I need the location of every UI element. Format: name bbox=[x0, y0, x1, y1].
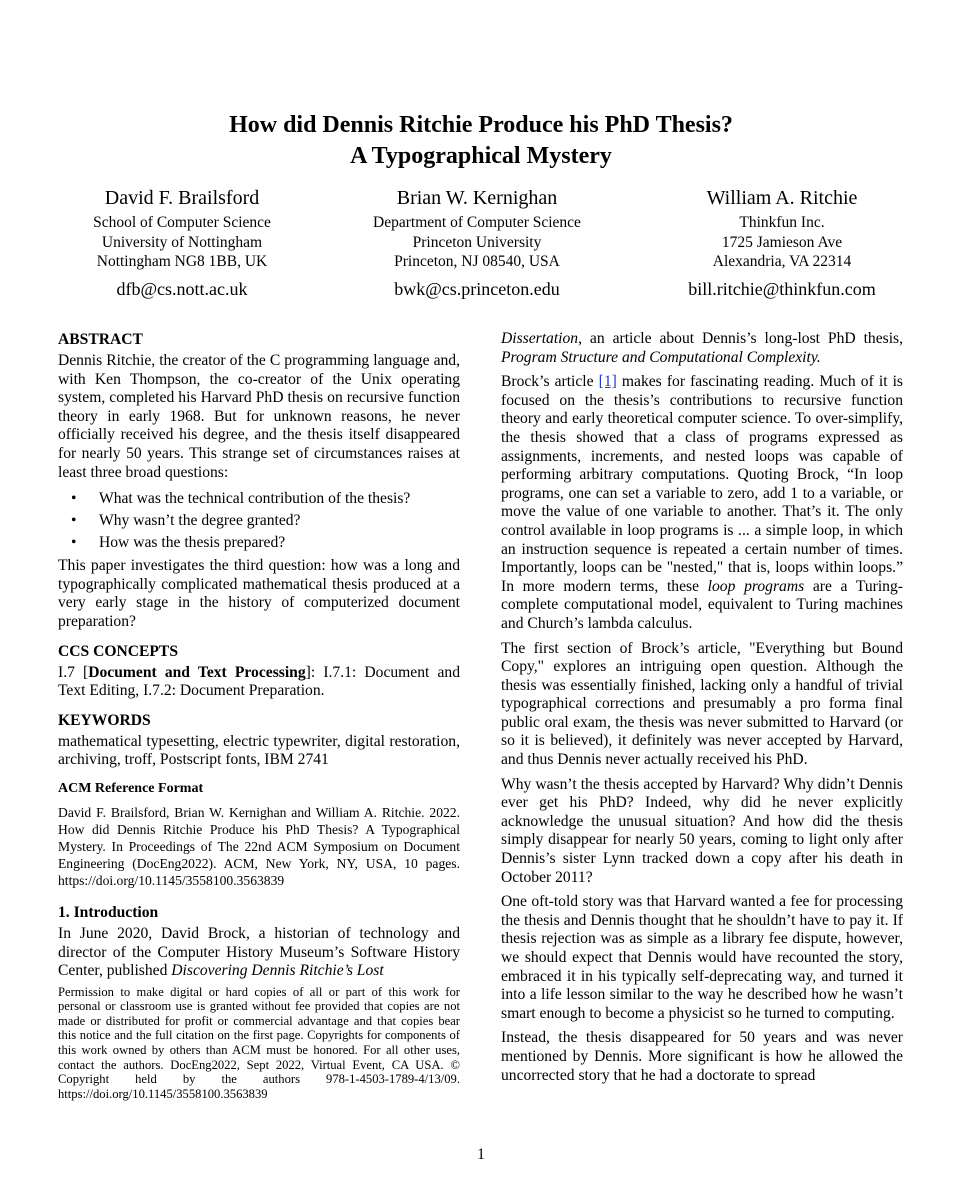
title-line-1: How did Dennis Ritchie Produce his PhD Thesis? bbox=[229, 112, 733, 138]
intro-paragraph bbox=[58, 925, 460, 981]
left-column bbox=[58, 330, 460, 1101]
author-email: bwk@cs.princeton.edu bbox=[394, 278, 560, 299]
citation-link[interactable]: [1] bbox=[598, 373, 617, 391]
acm-reference-heading: ACM Reference Format bbox=[58, 780, 204, 796]
list-item bbox=[58, 488, 460, 510]
author-affiliation: Department of Computer Science bbox=[373, 214, 581, 231]
body-text: , an article about Dennis’s long-lost PhD thesis, bbox=[578, 330, 903, 347]
acm-reference-text: David F. Brailsford, Brian W. Kernighan and William A. Ritchie. 2022. How did Dennis Ritchie Produce his PhD Thesis? A Typographical Mystery. In Proceedings of The 22nd ACM Symposium on Document Engineering (DocEng2022). ACM, New York, NY, USA, 10 pages. https://doi.org/10.1145/3558100.3563839 bbox=[58, 804, 460, 888]
intro-italic: Discovering Dennis Ritchie’s Lost bbox=[171, 962, 384, 980]
ccs-rest: ]: I.7.1: Document and Text Editing, I.7.2: Document Preparation. bbox=[58, 663, 461, 700]
body-paragraph: Instead, the thesis disappeared for 50 years and was never mentioned by Dennis. More significant is how he allowed the uncorrected story that he had a doctorate to spread bbox=[501, 1029, 903, 1084]
abstract-question-list bbox=[58, 488, 460, 554]
paper-title bbox=[0, 110, 962, 172]
body-text: are a Turing-complete computational model, equivalent to Turing machines and Church’s lambda calculus. bbox=[501, 577, 903, 632]
body-paragraph bbox=[501, 373, 903, 633]
author-name: William A. Ritchie bbox=[706, 187, 858, 209]
italic-text: Dissertation bbox=[501, 330, 579, 347]
list-item bbox=[58, 532, 460, 554]
author-affiliation: University of Nottingham bbox=[101, 233, 263, 251]
right-column bbox=[501, 330, 903, 1091]
italic-text: Program Structure and Computational Complexity. bbox=[501, 348, 821, 366]
ccs-text bbox=[58, 664, 460, 701]
ccs-heading: CCS CONCEPTS bbox=[58, 642, 179, 660]
author-name: David F. Brailsford bbox=[104, 187, 260, 209]
author-affiliation: Princeton University bbox=[412, 233, 542, 251]
bullet-icon: • bbox=[71, 512, 77, 530]
list-item bbox=[58, 510, 460, 532]
author-block-brailsford bbox=[32, 186, 332, 300]
intro-text: In June 2020, David Brock, a historian of technology and director of the Computer History Museum’s Software History Center, published bbox=[58, 924, 460, 980]
italic-text: loop programs bbox=[707, 577, 805, 595]
keywords-text: mathematical typesetting, electric typewriter, digital restoration, archiving, troff, Postscript fonts, IBM 2741 bbox=[58, 732, 460, 769]
body-text: Brock’s article bbox=[501, 373, 599, 391]
copyright-footnote: Permission to make digital or hard copies of all or part of this work for personal or classroom use is granted without fee provided that copies are not made or distributed for profit or commercial advantage and that copies bear this notice and the full citation on the first page. Copyrights for components of this work owned by others than ACM must be honored. For all other uses, contact the authors. DocEng2022, Sept 2022, Virtual Event, CA USA. © Copyright held by the authors 978-1-4503-1789-4/13/09. https://doi.org/10.1145/3558100.3563839 bbox=[58, 984, 460, 1101]
author-email: dfb@cs.nott.ac.uk bbox=[116, 278, 248, 299]
author-address: Nottingham NG8 1BB, UK bbox=[96, 253, 268, 270]
bullet-icon: • bbox=[71, 534, 77, 552]
list-item-text: What was the technical contribution of the thesis? bbox=[99, 490, 411, 508]
author-email: bill.ritchie@thinkfun.com bbox=[688, 278, 876, 299]
author-name: Brian W. Kernighan bbox=[396, 187, 558, 209]
author-affiliation: School of Computer Science bbox=[93, 214, 271, 231]
abstract-heading: ABSTRACT bbox=[58, 331, 143, 348]
body-paragraph bbox=[501, 330, 903, 367]
page-number: 1 bbox=[477, 1146, 485, 1163]
list-item-text: Why wasn’t the degree granted? bbox=[99, 512, 301, 530]
author-affiliation: 1725 Jamieson Ave bbox=[721, 233, 843, 251]
body-paragraph: Why wasn’t the thesis accepted by Harvard? Why didn’t Dennis ever get his PhD? Indeed, why did he never explicitly acknowledge the unusual situation? And how did the thesis simply disappear for nearly 50 years, coming to light only after Dennis’s sister Lynn tracked down a copy after his death in October 2011? bbox=[501, 775, 903, 886]
abstract-paragraph: Dennis Ritchie, the creator of the C programming language and, with Ken Thompson, the co-creator of the Unix operating system, completed his Harvard PhD thesis on recursive function theory in early 1968. But for unknown reasons, he never officially received his degree, and the thesis itself disappeared for nearly 50 years. This strange set of circumstances raises at least three broad questions: bbox=[58, 352, 460, 481]
author-block-ritchie bbox=[632, 186, 932, 300]
list-item-text: How was the thesis prepared? bbox=[99, 534, 286, 552]
author-affiliation: Thinkfun Inc. bbox=[739, 214, 825, 231]
bullet-icon: • bbox=[71, 490, 77, 508]
author-block-kernighan bbox=[327, 186, 627, 300]
author-address: Alexandria, VA 22314 bbox=[712, 253, 852, 270]
abstract-paragraph: This paper investigates the third question: how was a long and typographically complicated mathematical thesis produced at a very early stage in the history of computerized document preparation? bbox=[58, 557, 460, 630]
body-paragraph: One oft-told story was that Harvard wanted a fee for processing the thesis and Dennis thought that he shouldn’t have to pay it. If thesis rejection was as simple as a library fee dispute, however, we should expect that Dennis would have recounted the story, embraced it in his typically self-deprecating way, and turned it into a life lesson similar to the way he described how he wasn’t smart enough to become a physicist so he turned to computing. bbox=[501, 893, 903, 1022]
ccs-bold: Document and Text Processing bbox=[88, 663, 306, 681]
author-address: Princeton, NJ 08540, USA bbox=[394, 253, 560, 270]
body-text: makes for fascinating reading. Much of it is focused on the thesis’s contributions to recursive function theory and early theoretical computer science. To over-simplify, the thesis showed that a class of programs expressed as assignments, increments, and nested loops was capable of performing arbitrary computations. Quoting Brock, “In loop programs, one can set a variable to zero, add 1 to a variable, or move the value of one variable to another. That’s it. The only control available in loop programs is ... a simple loop, in which an instruction sequence is repeated a certain number of times. Importantly, loops can be "nested," that is, loops within loops.” In more modern terms, these bbox=[501, 373, 904, 595]
introduction-heading: 1. Introduction bbox=[58, 903, 159, 921]
title-line-2: A Typographical Mystery bbox=[350, 143, 612, 169]
keywords-heading: KEYWORDS bbox=[58, 711, 151, 729]
ccs-code: I.7 [ bbox=[58, 663, 89, 681]
body-paragraph: The first section of Brock’s article, "Everything but Bound Copy," explores an intriguing open question. Although the thesis was essentially finished, lacking only a handful of trivial typographical corrections and presumably a pro forma final public oral exam, the thesis was never submitted to Harvard (or so it is believed), it definitely was never accepted by Harvard, and thus Dennis never actually received his PhD. bbox=[501, 639, 903, 769]
